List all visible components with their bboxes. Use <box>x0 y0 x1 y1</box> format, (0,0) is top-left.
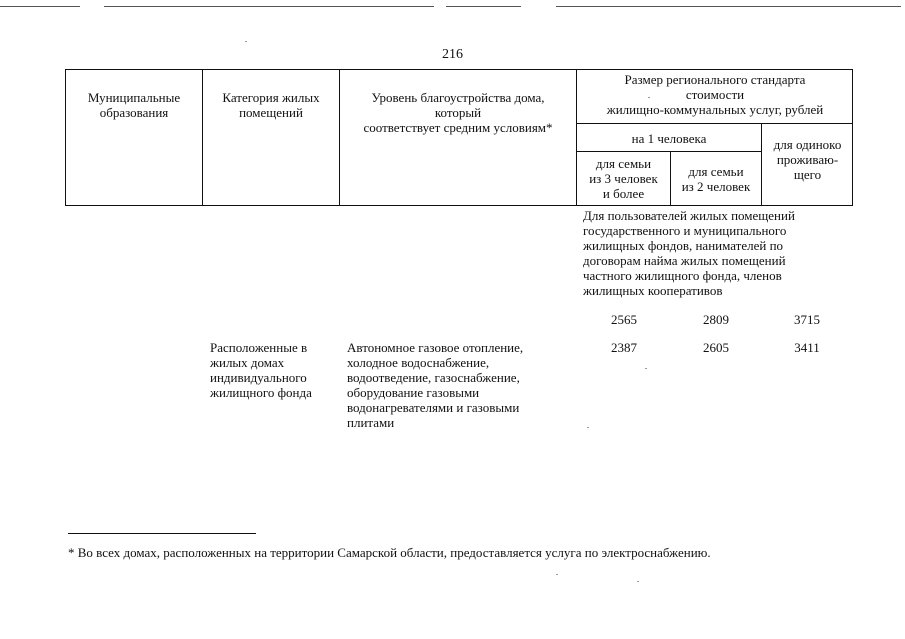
scan-artifact-line <box>446 6 521 7</box>
row-divider <box>576 151 761 152</box>
row-amenities: Автономное газовое отопление, холодное водоснабжение, водоотведение, газоснабжение, оборудование газовыми водонагревателями и газовыми плитами <box>347 340 524 430</box>
scan-speck <box>648 97 650 98</box>
scan-speck <box>556 574 558 575</box>
scan-artifact-line <box>0 6 80 7</box>
header-municipalities: Муниципальные образования <box>87 90 181 120</box>
scan-artifact-line <box>104 6 434 7</box>
footnote-separator <box>68 533 256 534</box>
section-heading: Для пользователей жилых помещений государственного и муниципального жилищных фондов, нанимателей по договорам найма жилых помещений частного жилищного фонда, членов жилищных кооперативов <box>583 208 795 298</box>
header-per-person: на 1 человека <box>631 131 707 146</box>
value-family-3: 2387 <box>611 340 637 355</box>
row-dwelling-category: Расположенные в жилых домах индивидуального жилищного фонда <box>210 340 312 400</box>
header-amenities-level: Уровень благоустройства дома, который соответствует средним условиям* <box>363 90 553 135</box>
footnote: * Во всех домах, расположенных на территории Самарской области, предоставляется услуга по электроснабжению. <box>68 545 711 560</box>
header-standard-size: Размер регионального стандарта стоимости жилищно-коммунальных услуг, рублей <box>606 72 824 117</box>
row-divider <box>576 123 853 124</box>
value-family-3: 2565 <box>611 312 637 327</box>
value-single: 3411 <box>794 340 820 355</box>
scan-speck <box>245 41 247 42</box>
scan-speck <box>645 368 647 369</box>
header-family-2: для семьи из 2 человек <box>681 164 751 194</box>
value-single: 3715 <box>794 312 820 327</box>
header-family-3: для семьи из 3 человек и более <box>589 156 658 201</box>
scan-speck <box>587 427 589 428</box>
header-single: для одиноко проживаю- щего <box>773 137 842 182</box>
value-family-2: 2605 <box>703 340 729 355</box>
value-family-2: 2809 <box>703 312 729 327</box>
page-number: 216 <box>442 47 463 62</box>
scan-speck <box>637 581 639 582</box>
header-dwelling-category: Категория жилых помещений <box>222 90 320 120</box>
scan-artifact-line <box>556 6 901 7</box>
